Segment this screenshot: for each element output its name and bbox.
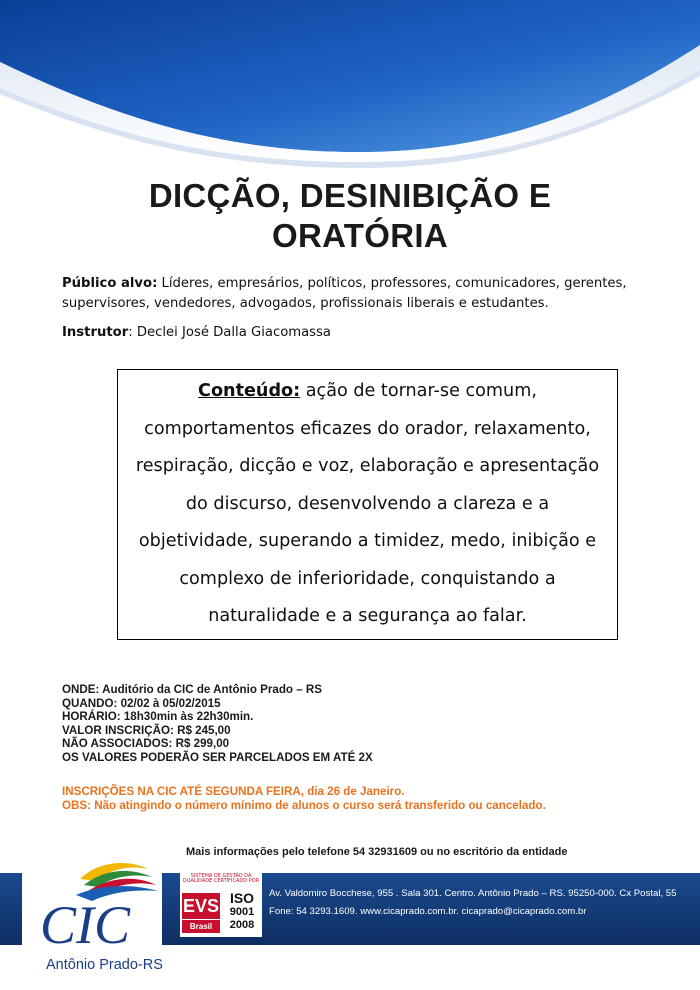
- evs-logo: EVS: [182, 893, 220, 919]
- audience-text: Líderes, empresários, políticos, professores, comunicadores, gerentes, supervisores, vendedores, advogados, profissionais liberais e estudantes.: [62, 276, 627, 311]
- cic-logo-graphic: [18, 855, 173, 975]
- content-description: [118, 370, 617, 636]
- detail-schedule: HORÁRIO: 18h30min às 22h30min.: [62, 710, 254, 724]
- note-minimum-students: OBS: Não atingindo o número mínimo de alunos o curso será transferido ou cancelado.: [62, 799, 546, 812]
- instructor-name: : Declei José Dalla Giacomassa: [128, 325, 332, 340]
- iso-certification-text: SISTEMA DE GESTÃO DA QUALIDADE CERTIFICADO POR: [182, 873, 260, 884]
- footer-phone-web: Fone: 54 3293.1609. www.cicaprado.com.br. cicaprado@cicaprado.com.br: [269, 906, 587, 917]
- detail-price-non-members: NÃO ASSOCIADOS: R$ 299,00: [62, 737, 230, 751]
- footer-contact: [269, 885, 676, 921]
- audience-label: Público alvo:: [62, 276, 158, 291]
- content-box: [117, 369, 618, 640]
- target-audience: [62, 274, 662, 314]
- iso-number: 9001: [229, 906, 255, 918]
- cic-logo-text: CIC: [40, 895, 131, 955]
- title-line-1: DICÇÃO, DESINIBIÇÃO E: [148, 177, 552, 214]
- detail-installments: OS VALORES PODERÃO SER PARCELADOS EM ATÉ 2X: [62, 750, 373, 764]
- cic-logo: [18, 855, 173, 975]
- content-text: ação de tornar-se comum, comportamentos eficazes do orador, relaxamento, respiração, dicção e voz, elaboração e apresentação do discurso, desenvolvendo a clareza e a objetividade, superando a timidez, medo, inibição e complexo de inferioridade, conquistando a naturalidade e a segurança ao falar.: [135, 381, 600, 626]
- title-line-2: ORATÓRIA: [272, 217, 448, 254]
- footer-address: Av. Valdomiro Bocchese, 955 . Sala 301. Centro. Antônio Prado – RS. 95250-000. Cx Postal, 55: [269, 888, 677, 899]
- page-title: [60, 176, 640, 256]
- registration-notes: [62, 785, 546, 813]
- iso-label: ISO: [229, 890, 255, 906]
- detail-dates: QUANDO: 02/02 à 05/02/2015: [62, 696, 221, 710]
- more-info: Mais informações pelo telefone 54 32931609 ou no escritório da entidade: [186, 846, 568, 858]
- cic-logo-subtext: Antônio Prado-RS: [46, 957, 163, 973]
- note-registration-deadline: INSCRIÇÕES NA CIC ATÉ SEGUNDA FEIRA, dia 26 de Janeiro.: [62, 785, 405, 798]
- content-label: Conteúdo:: [198, 381, 301, 401]
- iso-year: 2008: [229, 919, 255, 931]
- detail-location: ONDE: Auditório da CIC de Antônio Prado – RS: [62, 683, 322, 696]
- header-wave-graphic: [0, 0, 700, 175]
- iso-certification-badge: [180, 873, 262, 937]
- instructor: [62, 323, 331, 343]
- evs-brasil: Brasil: [182, 920, 220, 933]
- detail-price: VALOR INSCRIÇÃO: R$ 245,00: [62, 723, 231, 737]
- event-details: [62, 683, 373, 765]
- instructor-label: Instrutor: [62, 325, 129, 340]
